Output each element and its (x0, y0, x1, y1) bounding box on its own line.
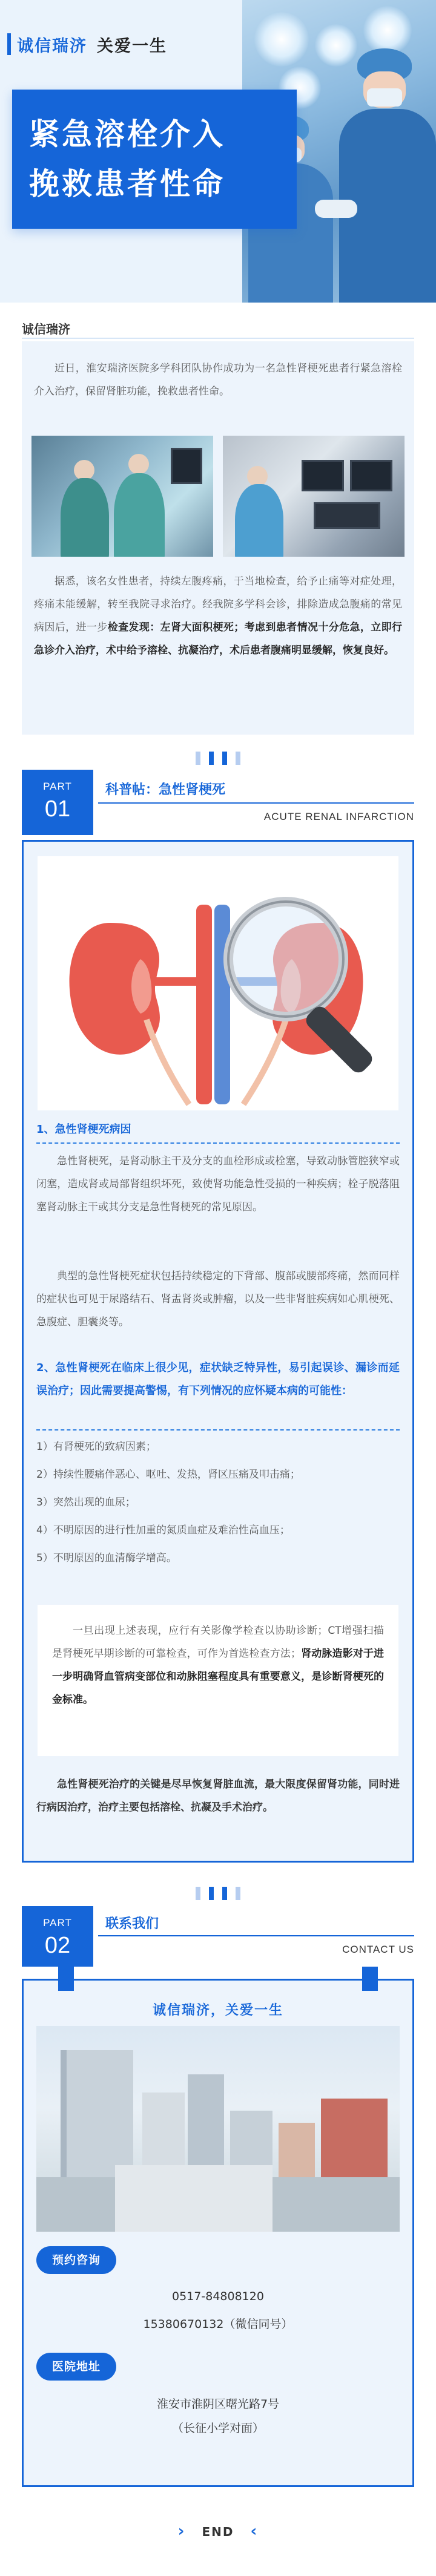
diagnosis-text-highlight: 肾动脉造影对于进一步明确肾血管病变部位和动脉阻塞程度具有重要意义，是诊断肾梗死的金标准。 (52, 1648, 385, 1706)
brand-accent-bar (7, 33, 11, 55)
kidney-illustration (38, 856, 398, 1110)
hero-title-line-2: 挽救患者性命 (29, 166, 225, 202)
hero-title-box (12, 90, 297, 229)
wechat-phone-number: 15380670132（微信同号） (143, 2318, 293, 2331)
part-01-number: 01 (44, 796, 71, 822)
criteria-item: 2）持续性腰痛伴恶心、呕吐、发热，肾区压痛及叩击痛； (36, 1469, 300, 1481)
criteria-item: 4）不明原因的进行性加重的氮质血症及难治性高血压； (36, 1524, 290, 1536)
contact-slogan: 诚信瑞济，关爱一生 (152, 2003, 283, 2018)
part-02-subtitle: CONTACT US (342, 1944, 414, 1955)
cause-divider (36, 1142, 400, 1144)
address-label: 医院地址 (36, 2353, 116, 2381)
symptom-paragraph: 典型的急性肾梗死症状包括持续稳定的下背部、腹部或腰部疼痛，然而同样的症状也可见于尿路结石、肾盂肾炎或肿瘤，以及一些非肾脏疾病如心肌梗死、急腹症、胆囊炎等。 (36, 1270, 400, 1328)
diagnosis-card (38, 1605, 398, 1756)
part-02-rule (98, 1935, 414, 1936)
end-marker (0, 2522, 436, 2540)
panel-tab-right (362, 1967, 378, 1991)
monitoring-room-photo (223, 436, 405, 557)
treatment-paragraph: 急性肾梗死治疗的关键是尽早恢复肾脏血流，最大限度保留肾功能，同时进行病因治疗，治疗主要包括溶栓、抗凝及手术治疗。 (36, 1778, 400, 1814)
chevron-right-icon: › (177, 2522, 186, 2540)
part-01-title: 科普帖：急性肾梗死 (105, 782, 226, 798)
diagnosis-text-regular: 一旦出现上述表现，应行有关影像学检查以协助诊断；CT增强扫描是肾梗死早期诊断的可靠检查，可作为首选检查方法； (52, 1625, 384, 1660)
news-detail-highlight: 检查发现：左肾大面积梗死；考虑到患者情况十分危急，立即行急诊介入治疗，术中给予溶栓、抗凝治疗，术后患者腹痛明显缓解，恢复良好。 (34, 621, 403, 657)
part-02-number: 02 (44, 1933, 71, 1958)
criteria-item: 3）突然出现的血尿； (36, 1496, 136, 1509)
chevron-left-icon: ‹ (250, 2522, 259, 2540)
part-02-header (22, 1906, 414, 1967)
news-intro-paragraph: 近日，淮安瑞济医院多学科团队协作成功为一名急性肾梗死患者行紧急溶栓介入治疗，保留肾脏功能，挽救患者性命。 (34, 362, 402, 398)
criteria-item: 1）有肾梗死的致病因素； (36, 1441, 156, 1453)
news-detail-text: 据悉，该名女性患者，持续左腹疼痛，于当地检查，给予止痛等对症处理，疼痛未能缓解，转至我院寻求治疗。经我院多学科会诊，排除造成急腹痛的常见病因后，进一步 (34, 575, 402, 634)
end-text: END (202, 2525, 234, 2539)
part-01-word: PART (43, 781, 72, 792)
news-section-label: 诚信瑞济 (22, 322, 70, 336)
phone-number: 0517-84808120 (172, 2290, 264, 2303)
address-line-1: 淮安市淮阴区曙光路7号 (156, 2397, 280, 2411)
news-detail-paragraph (34, 570, 402, 662)
suspicion-heading: 2、急性肾梗死在临床上很少见，症状缺乏特异性，易引起误诊、漏诊而延误治疗；因此需要提高警惕，有下列情况的应怀疑本病的可能性： (36, 1362, 400, 1397)
cause-heading: 1、急性肾梗死病因 (36, 1123, 131, 1136)
panel-tab-left (58, 1967, 74, 1991)
appointment-label: 预约咨询 (36, 2246, 116, 2274)
address-line-2: （长征小学对面） (171, 2422, 264, 2435)
brand-name: 诚信瑞济 (17, 36, 87, 56)
brand-slogan: 关爱一生 (97, 36, 167, 56)
diagnosis-text (52, 1619, 384, 1711)
part-01-rule (98, 802, 414, 804)
news-section-divider (22, 338, 414, 339)
section-divider-bars (196, 752, 240, 765)
suspicion-divider (36, 1429, 400, 1431)
part-01-subtitle: ACUTE RENAL INFARCTION (263, 811, 414, 822)
part-02-badge (22, 1906, 93, 1967)
part-01-badge (22, 770, 93, 835)
cause-paragraph: 急性肾梗死，是肾动脉主干及分支的血栓形成或栓塞，导致动脉管腔狭窄或闭塞，造成肾或局部肾组织坏死，致使肾功能急性受损的一种疾病；栓子脱落阻塞肾动脉主干或其分支是急性肾梗死的常见原因。 (36, 1155, 400, 1213)
hero-banner (0, 0, 436, 303)
brand-tagline (7, 29, 167, 59)
part-02-word: PART (43, 1917, 72, 1929)
hospital-building-photo (36, 2026, 400, 2232)
part-01-header (22, 770, 414, 835)
surgery-photo (31, 436, 213, 557)
section-divider-bars (196, 1887, 240, 1900)
part-02-title: 联系我们 (105, 1916, 159, 1932)
kidney-magnifier-icon (38, 856, 398, 1110)
criteria-item: 5）不明原因的血清酶学增高。 (36, 1552, 177, 1564)
hero-title-line-1: 紧急溶栓介入 (29, 117, 225, 152)
